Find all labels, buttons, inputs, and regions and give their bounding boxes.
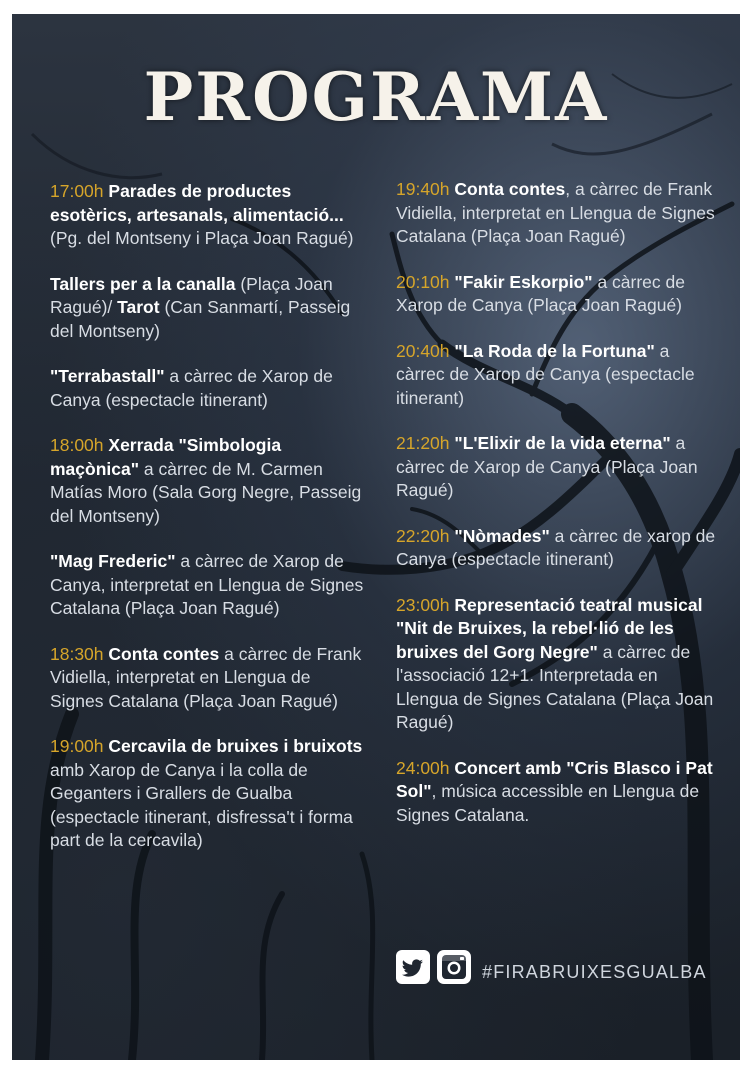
entry-details: a càrrec de Xarop de Canya (espectacle itinerant) <box>50 366 333 410</box>
program-entry <box>396 757 716 828</box>
twitter-icon[interactable] <box>396 950 430 984</box>
program-entry <box>50 273 368 344</box>
program-entry <box>50 735 368 853</box>
program-entry <box>396 178 716 249</box>
program-entry <box>50 550 368 621</box>
program-entry <box>50 180 368 251</box>
entry-details: amb Xarop de Canya i la colla de Geganters i Grallers de Gualba (espectacle itinerant, disfressa't i forma part de la cercavila) <box>50 759 353 850</box>
entry-title: Representació teatral musical "Nit de Bruixes, la rebel·lió de les bruixes del Gorg Negre" <box>396 594 703 662</box>
entry-time: 20:40h <box>396 340 450 361</box>
entry-details: a càrrec de Xarop de Canya (Plaça Joan Ragué) <box>396 433 698 500</box>
entry-details: a càrrec de l'associació 12+1. Interpretada en Llengua de Signes Catalana (Plaça Joan Ragué) <box>396 641 714 732</box>
entry-time: 24:00h <box>396 757 450 778</box>
entry-details: (Plaça Joan Ragué)/ <box>50 273 333 317</box>
entry-title: "Nòmades" <box>454 525 550 546</box>
program-entry <box>50 643 368 714</box>
entry-time: 20:10h <box>396 271 450 292</box>
entry-time: 19:40h <box>396 179 450 199</box>
program-entry <box>396 432 716 503</box>
entry-title: Parades de productes esotèrics, artesanals, alimentació... <box>50 181 344 225</box>
entry-time: 17:00h <box>50 181 104 201</box>
entry-title: Cercavila de bruixes i bruixots <box>108 736 363 756</box>
entry-time: 21:20h <box>396 433 450 453</box>
entry-title: Tarot <box>117 297 160 317</box>
entry-details: , música accessible en Llengua de Signes Catalana. <box>396 781 700 825</box>
entry-details: (Pg. del Montseny i Plaça Joan Ragué) <box>50 228 354 248</box>
hashtag: #FIRABRUIXESGUALBA <box>482 962 707 982</box>
social-links <box>396 950 736 990</box>
entry-details: , a càrrec de Frank Vidiella, interpretat en Llengua de Signes Catalana (Plaça Joan Ragué) <box>396 179 715 246</box>
entry-title: Conta contes <box>454 179 566 199</box>
program-entry <box>396 340 716 411</box>
program-right-column <box>396 178 716 849</box>
entry-title: "Terrabastall" <box>50 366 165 386</box>
entry-details: a càrrec de Xarop de Canya, interpretat en Llengua de Signes Catalana (Plaça Joan Ragué) <box>50 551 364 618</box>
entry-title: Concert amb "Cris Blasco i Pat Sol" <box>396 757 713 801</box>
entry-details: a càrrec de M. Carmen Matías Moro (Sala Gorg Negre, Passeig del Montseny) <box>50 458 362 526</box>
entry-title: Tallers per a la canalla <box>50 273 236 294</box>
entry-time: 22:20h <box>396 525 450 546</box>
program-entry <box>50 365 368 412</box>
entry-time: 18:30h <box>50 643 104 664</box>
entry-time: 23:00h <box>396 594 450 615</box>
entry-title: Conta contes <box>108 643 220 664</box>
entry-title: "La Roda de la Fortuna" <box>454 340 655 361</box>
entry-time: 18:00h <box>50 435 104 455</box>
entry-title: "Fakir Eskorpio" <box>454 271 593 292</box>
entry-title: "Mag Frederic" <box>50 551 176 571</box>
program-entry <box>396 525 716 572</box>
poster <box>12 14 740 1060</box>
program-entry <box>50 434 368 528</box>
program-entry <box>396 594 716 735</box>
entry-details: a càrrec de xarop de Canya (espectacle itinerant) <box>396 525 716 569</box>
entry-details: (Can Sanmartí, Passeig del Montseny) <box>50 297 351 341</box>
entry-details: a càrrec de Xarop de Canya (espectacle itinerant) <box>396 340 695 408</box>
instagram-icon[interactable] <box>437 950 471 984</box>
entry-title: Xerrada "Simbologia maçònica" <box>50 435 282 479</box>
entry-details: a càrrec de Xarop de Canya (Plaça Joan Ragué) <box>396 271 685 315</box>
page-title: PROGRAMA <box>143 58 609 136</box>
program-left-column <box>50 180 368 875</box>
entry-time: 19:00h <box>50 736 104 756</box>
entry-details: a càrrec de Frank Vidiella, interpretat en Llengua de Signes Catalana (Plaça Joan Ragué) <box>50 643 362 711</box>
entry-title: "L'Elixir de la vida eterna" <box>454 433 671 453</box>
program-entry <box>396 271 716 318</box>
